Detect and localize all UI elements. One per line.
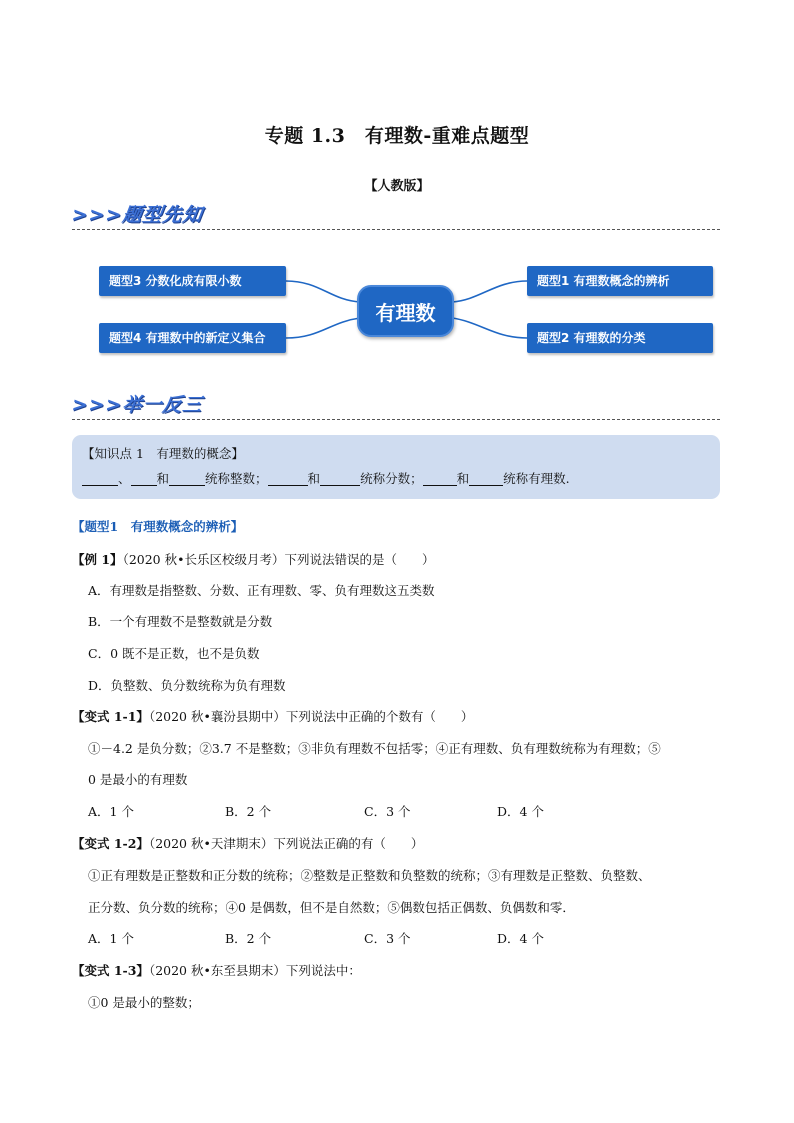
section-practice-label: >>>举一反三	[70, 394, 205, 416]
divider	[72, 419, 720, 420]
variant-1-3-statement: ①0 是最小的整数；	[88, 995, 200, 1010]
variant-1-2: 【变式 1-2】（2020 秋•天津期末）下列说法正确的有（ ）	[72, 836, 424, 851]
variant-1-3: 【变式 1-3】（2020 秋•东至县期末）下列说法中：	[72, 963, 361, 978]
mind-map-center: 有理数	[357, 285, 454, 337]
knowledge-point-box	[72, 435, 720, 499]
example-1: 【例 1】（2020 秋•长乐区校级月考）下列说法错误的是（ ）	[72, 552, 435, 567]
example-1-option-a: A．有理数是指整数、分数、正有理数、零、负有理数这五类数	[88, 583, 435, 598]
question-type-heading: 【题型1 有理数概念的辨析】	[72, 519, 244, 534]
mind-map-topic-4: 题型4 有理数中的新定义集合	[99, 323, 286, 353]
page-title: 专题 1.3 有理数-重难点题型	[264, 125, 530, 147]
variant-1-1-option-a: A．1 个	[88, 804, 134, 819]
blank[interactable]	[268, 471, 308, 486]
example-1-option-c: C．0 既不是正数，也不是负数	[88, 646, 260, 661]
variant-1-1: 【变式 1-1】（2020 秋•襄汾县期中）下列说法中正确的个数有（ ）	[72, 709, 474, 724]
variant-1-2-statement-cont: 正分数、负分数的统称；④0 是偶数，但不是自然数；⑤偶数包括正偶数、负偶数和零．	[88, 900, 575, 915]
blank[interactable]	[320, 471, 360, 486]
variant-1-2-option-c: C．3 个	[364, 931, 411, 946]
section-preview-label: >>>题型先知	[70, 204, 205, 226]
knowledge-point-fill-in: 、 和 统称整数； 和 统称分数； 和 统称有理数.	[82, 468, 720, 490]
knowledge-point-title: 【知识点 1 有理数的概念】	[82, 446, 244, 461]
variant-1-1-option-d: D．4 个	[497, 804, 544, 819]
blank[interactable]	[131, 471, 157, 486]
blank[interactable]	[169, 471, 205, 486]
variant-1-1-option-c: C．3 个	[364, 804, 411, 819]
mind-map-topic-1: 题型1 有理数概念的辨析	[527, 266, 713, 296]
variant-1-1-statement: ①－4.2 是负分数；②3.7 不是整数；③非负有理数不包括零；④正有理数、负有理数统称为有理数；⑤	[88, 741, 661, 756]
blank[interactable]	[469, 471, 503, 486]
mind-map-topic-2: 题型2 有理数的分类	[527, 323, 713, 353]
variant-1-1-statement-cont: 0 是最小的有理数	[88, 772, 188, 787]
example-1-option-b: B．一个有理数不是整数就是分数	[88, 614, 273, 629]
variant-1-2-option-b: B．2 个	[225, 931, 272, 946]
section-header-practice	[72, 390, 203, 416]
edition-label: 【人教版】	[364, 179, 430, 194]
mind-map-topic-3: 题型3 分数化成有限小数	[99, 266, 286, 296]
example-1-option-d: D．负整数、负分数统称为负有理数	[88, 678, 286, 693]
blank[interactable]	[423, 471, 457, 486]
variant-1-2-statement: ①正有理数是正整数和正分数的统称；②整数是正整数和负整数的统称；③有理数是正整数、负整数、	[88, 868, 651, 883]
variant-1-2-option-a: A．1 个	[88, 931, 134, 946]
variant-1-2-option-d: D．4 个	[497, 931, 544, 946]
variant-1-1-option-b: B．2 个	[225, 804, 272, 819]
blank[interactable]	[82, 471, 118, 486]
